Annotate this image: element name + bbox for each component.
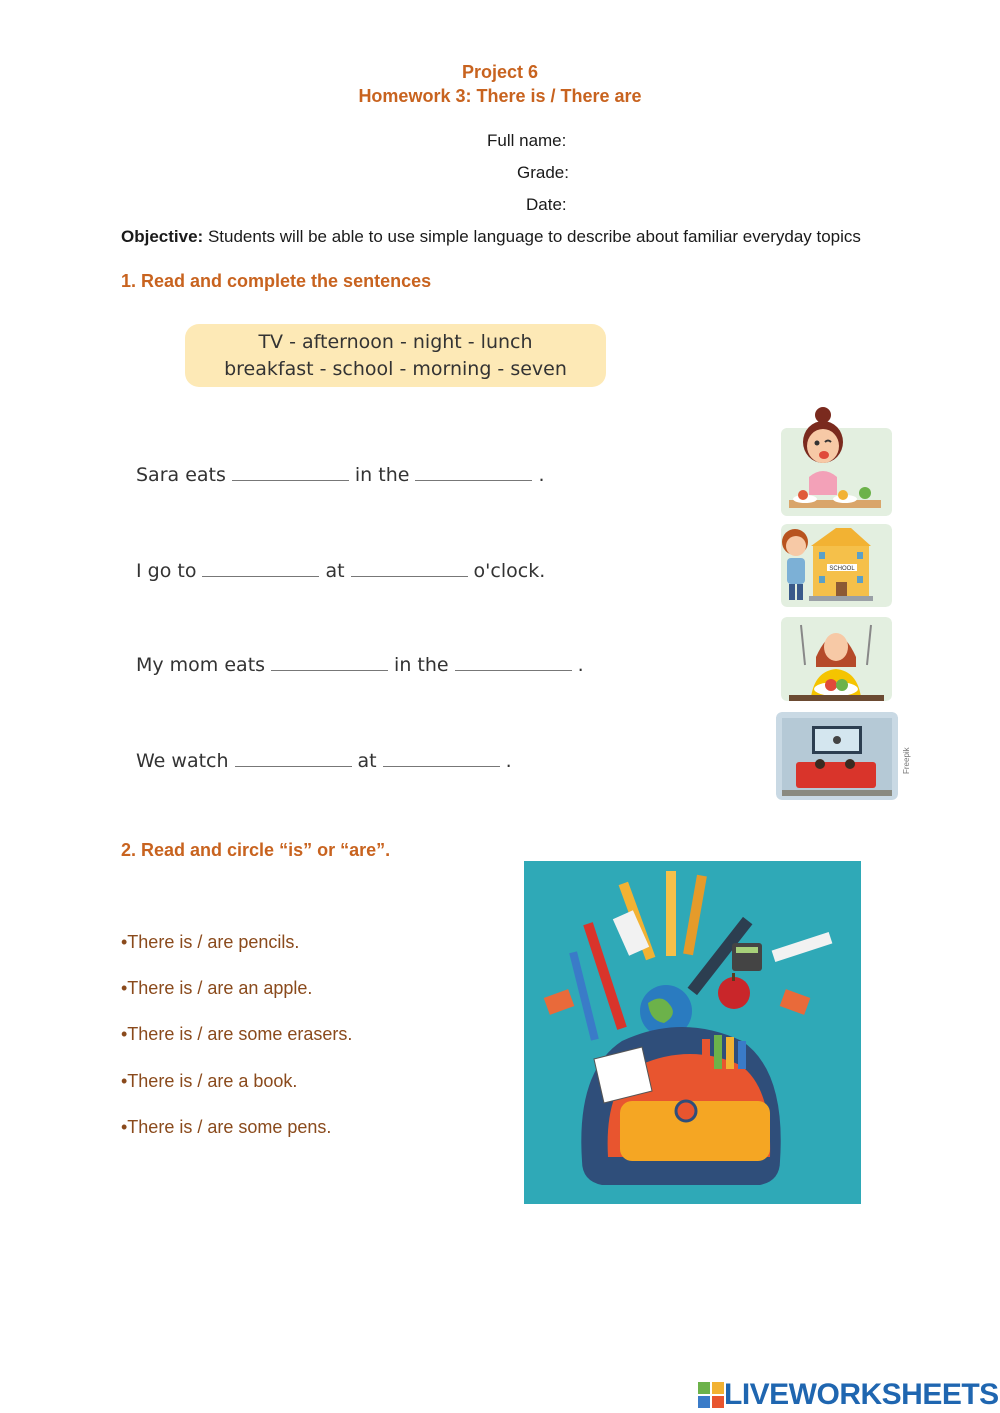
word-bank-line2: breakfast - school - morning - seven	[224, 358, 567, 380]
objective-text: Students will be able to use simple language to describe about familiar everyday topics	[207, 227, 861, 246]
full-name-label: Full name:	[487, 131, 567, 150]
credit-text: Freepik	[902, 747, 911, 774]
brand-text: LIVEWORKSHEETS	[724, 1378, 999, 1411]
circle-item-1[interactable]: •There is / are pencils.	[121, 932, 300, 952]
sentence-3	[136, 654, 584, 676]
sentence-text: at	[357, 750, 377, 772]
section1-heading: 1. Read and complete the sentences	[121, 271, 432, 291]
answer-blank[interactable]	[202, 575, 319, 577]
circle-item-4[interactable]: •There is / are a book.	[121, 1071, 298, 1091]
credit-label	[900, 740, 914, 776]
sentence-text: Sara eats	[136, 464, 226, 486]
circle-item-2[interactable]: •There is / are an apple.	[121, 978, 313, 998]
sentence-text: in the	[394, 654, 449, 676]
answer-blank[interactable]	[415, 479, 532, 481]
grade-label: Grade:	[517, 163, 569, 182]
family-tv-illustration	[776, 712, 898, 800]
circle-item-5[interactable]: •There is / are some pens.	[121, 1117, 332, 1137]
boy-school-illustration	[781, 524, 892, 607]
sentence-text: My mom eats	[136, 654, 266, 676]
sentence-text: .	[505, 750, 512, 772]
word-bank-line1: TV - afternoon - night - lunch	[258, 331, 533, 353]
girl-breakfast-illustration	[781, 428, 892, 516]
school-sign: SCHOOL	[829, 566, 855, 572]
logo-icon	[698, 1382, 724, 1408]
circle-item-3[interactable]: •There is / are some erasers.	[121, 1024, 353, 1044]
answer-blank[interactable]	[232, 479, 349, 481]
answer-blank[interactable]	[235, 765, 352, 767]
liveworksheets-logo	[698, 1378, 999, 1412]
sentence-4	[136, 750, 512, 772]
sentence-text: I go to	[136, 560, 197, 582]
sentence-text: at	[325, 560, 345, 582]
answer-blank[interactable]	[383, 765, 500, 767]
sentence-text: .	[577, 654, 584, 676]
objective	[121, 227, 861, 247]
sentence-text: in the	[354, 464, 410, 486]
section2-heading: 2. Read and circle “is” or “are”.	[121, 840, 391, 860]
school-supplies-illustration	[524, 861, 861, 1204]
sentence-text: .	[538, 464, 545, 486]
date-label: Date:	[526, 195, 567, 214]
sentence-text: o'clock.	[473, 560, 546, 582]
answer-blank[interactable]	[351, 575, 468, 577]
sentence-1	[136, 464, 544, 486]
answer-blank[interactable]	[455, 669, 572, 671]
mom-lunch-illustration	[781, 617, 892, 701]
sentence-2	[136, 560, 545, 582]
sentence-text: We watch	[136, 750, 229, 772]
homework-title: Homework 3: There is / There are	[358, 86, 642, 106]
project-title: Project 6	[461, 62, 539, 82]
answer-blank[interactable]	[271, 669, 388, 671]
word-bank	[185, 324, 606, 387]
objective-label: Objective:	[121, 227, 204, 246]
